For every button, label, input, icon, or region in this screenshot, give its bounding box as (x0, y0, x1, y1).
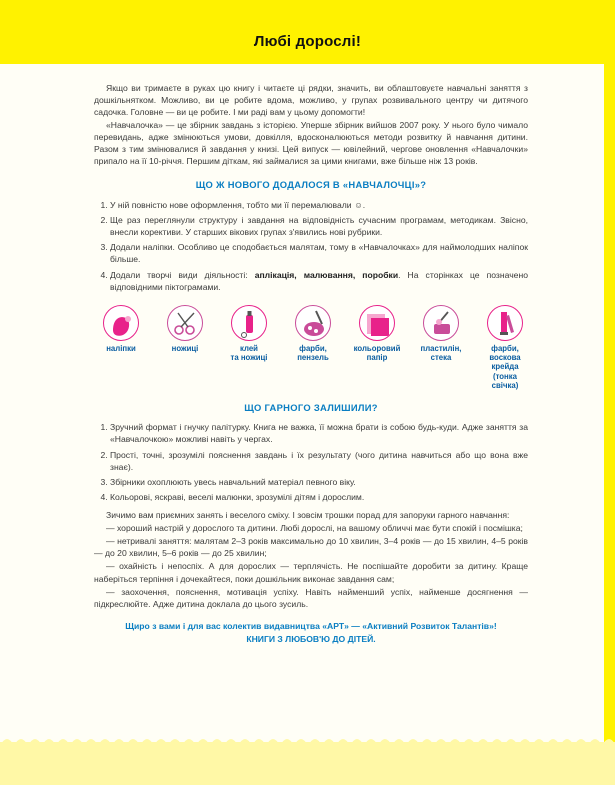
tip: — нетривалі заняття: малятам 2–3 років максимально до 10 хвилин, 3–4 років — до 15 хвилин, 4–5 років — до 20 хвилин, 5–6 років — до 25 хвилин; (94, 535, 528, 559)
list-item: 2. Прості, точні, зрозумілі пояснення завдань і їх результату (чого дитина навчиться або що вона вже знає). (110, 449, 528, 473)
paint-crayon-icon (487, 305, 523, 341)
pictogram (480, 305, 530, 390)
pictogram-row (96, 305, 530, 390)
closing-line: Щиро з вами і для вас колектив видавництва «АРТ» — «Активний Розвиток Талантів»! (125, 621, 497, 632)
wish-paragraph: Зичимо вам приємних занять і веселого сміху. І зовсім трошки порад для запоруки гарного навчання: (106, 510, 510, 521)
new-features-list (94, 199, 528, 293)
pictogram-label: фарби, пензель (297, 344, 329, 363)
pictogram-label: клей та ножиці (230, 344, 268, 363)
glue-scissors-icon (231, 305, 267, 341)
pictogram (352, 305, 402, 390)
pictogram (416, 305, 466, 390)
intro-paragraph: «Навчалочка» — це збірник завдань з історією. Уперше збірник вийшов 2007 року. У нього було чимало перевидань, адже змінюються умови, довкілля, вдосконалюються методи розвитку й навчання дитини. Разом з тим змінювалися й завдання у книзі. Цей випуск — ювілейний, чергове оновлення «Навчалочки» припало на її 10-річчя. Першим діткам, які займалися за цими книгами, вже більше ніж 13 років. (94, 119, 528, 167)
kept-features-list (94, 421, 528, 503)
header-wave (0, 56, 615, 70)
pictogram (288, 305, 338, 390)
tips-list (94, 522, 528, 610)
closing-note (94, 620, 528, 645)
pictogram-label: ножиці (171, 344, 199, 354)
activity-types: аплікація, малювання, поробки (254, 269, 399, 280)
pictogram-label: фарби, воскова крейда (тонка свічка) (489, 344, 521, 390)
pictogram-label: пластилін, стека (420, 344, 462, 363)
section-heading-new: ЩО Ж НОВОГО ДОДАЛОСЯ В «НАВЧАЛОЧЦІ»? (195, 179, 427, 191)
item-text: . На сторінках це позначено відповідними піктограмами. (110, 269, 528, 292)
list-item: 2. Ще раз переглянули структуру і завдання на відповідність сучасним програмам, методикам. Звісно, внесли корективи. У старших вікових групах з'явились нові рубрики. (110, 214, 528, 238)
intro-paragraph: Якщо ви тримаєте в руках цю книгу і читаєте ці рядки, значить, ви облаштовуєте навчальні заняття з дошкільнятком. Можливо, ви це робите вдома, можливо, у групах розвивального центру чи дитячого садочка. Головне — ви це робите. І ми раді вам у цьому допомогти! (94, 83, 528, 118)
footer-band (0, 742, 615, 785)
closing-line: КНИГИ З ЛЮБОВ'Ю ДО ДІТЕЙ. (246, 633, 376, 644)
tip: — охайність і непоспіх. А для дорослих — терплячість. Не поспішайте доробити за дитину. Краще наберіться терпіння і дочекайтеся, поки дошкільник виконає завдання сам; (94, 561, 528, 584)
list-item: 1. Зручний формат і гнучку палітурку. Книга не важка, її можна брати із собою будь-куди. Адже заняття за «Навчалочкою» можливі навіть у чергах. (110, 421, 528, 445)
pictogram (96, 305, 146, 390)
plasticine-icon (423, 305, 459, 341)
list-item (110, 269, 528, 293)
main-text (94, 82, 528, 645)
pictogram-label: наліпки (106, 344, 136, 354)
list-item: 4. Кольорові, яскраві, веселі малюнки, зрозумілі дітям і дорослим. (110, 491, 528, 503)
item-text: Додали творчі види діяльності: (110, 269, 255, 280)
section-heading-kept: ЩО ГАРНОГО ЗАЛИШИЛИ? (244, 402, 378, 414)
footer-wave (0, 732, 615, 746)
pictogram-label: кольоровий папір (353, 344, 401, 363)
list-item: 3. Збірники охоплюють увесь навчальний матеріал певного віку. (110, 476, 528, 488)
list-item: 3. Додали наліпки. Особливо це сподобається малятам, тому в «Навчалочках» для наймолодших наліпок більше. (110, 241, 528, 265)
stickers-icon (103, 305, 139, 341)
tip: — хороший настрій у дорослого та дитини. Любі дорослі, на вашому обличчі має бути спокій і посмішка; (106, 522, 523, 533)
header-band (0, 0, 615, 64)
page-title: Любі дорослі! (253, 33, 362, 50)
pictogram (224, 305, 274, 390)
list-item: 1. У ній повністю нове оформлення, тобто ми її перемалювали ☺. (110, 199, 528, 211)
paint-brush-icon (295, 305, 331, 341)
colored-paper-icon (359, 305, 395, 341)
tip: — заохочення, пояснення, мотивація успіху. Навіть найменший успіх, найменше досягнення — підкреслюйте. Адже дитина доклала до цього зусиль. (94, 586, 528, 609)
page-edge-strip (604, 0, 615, 785)
pictogram (160, 305, 210, 390)
scissors-icon (167, 305, 203, 341)
